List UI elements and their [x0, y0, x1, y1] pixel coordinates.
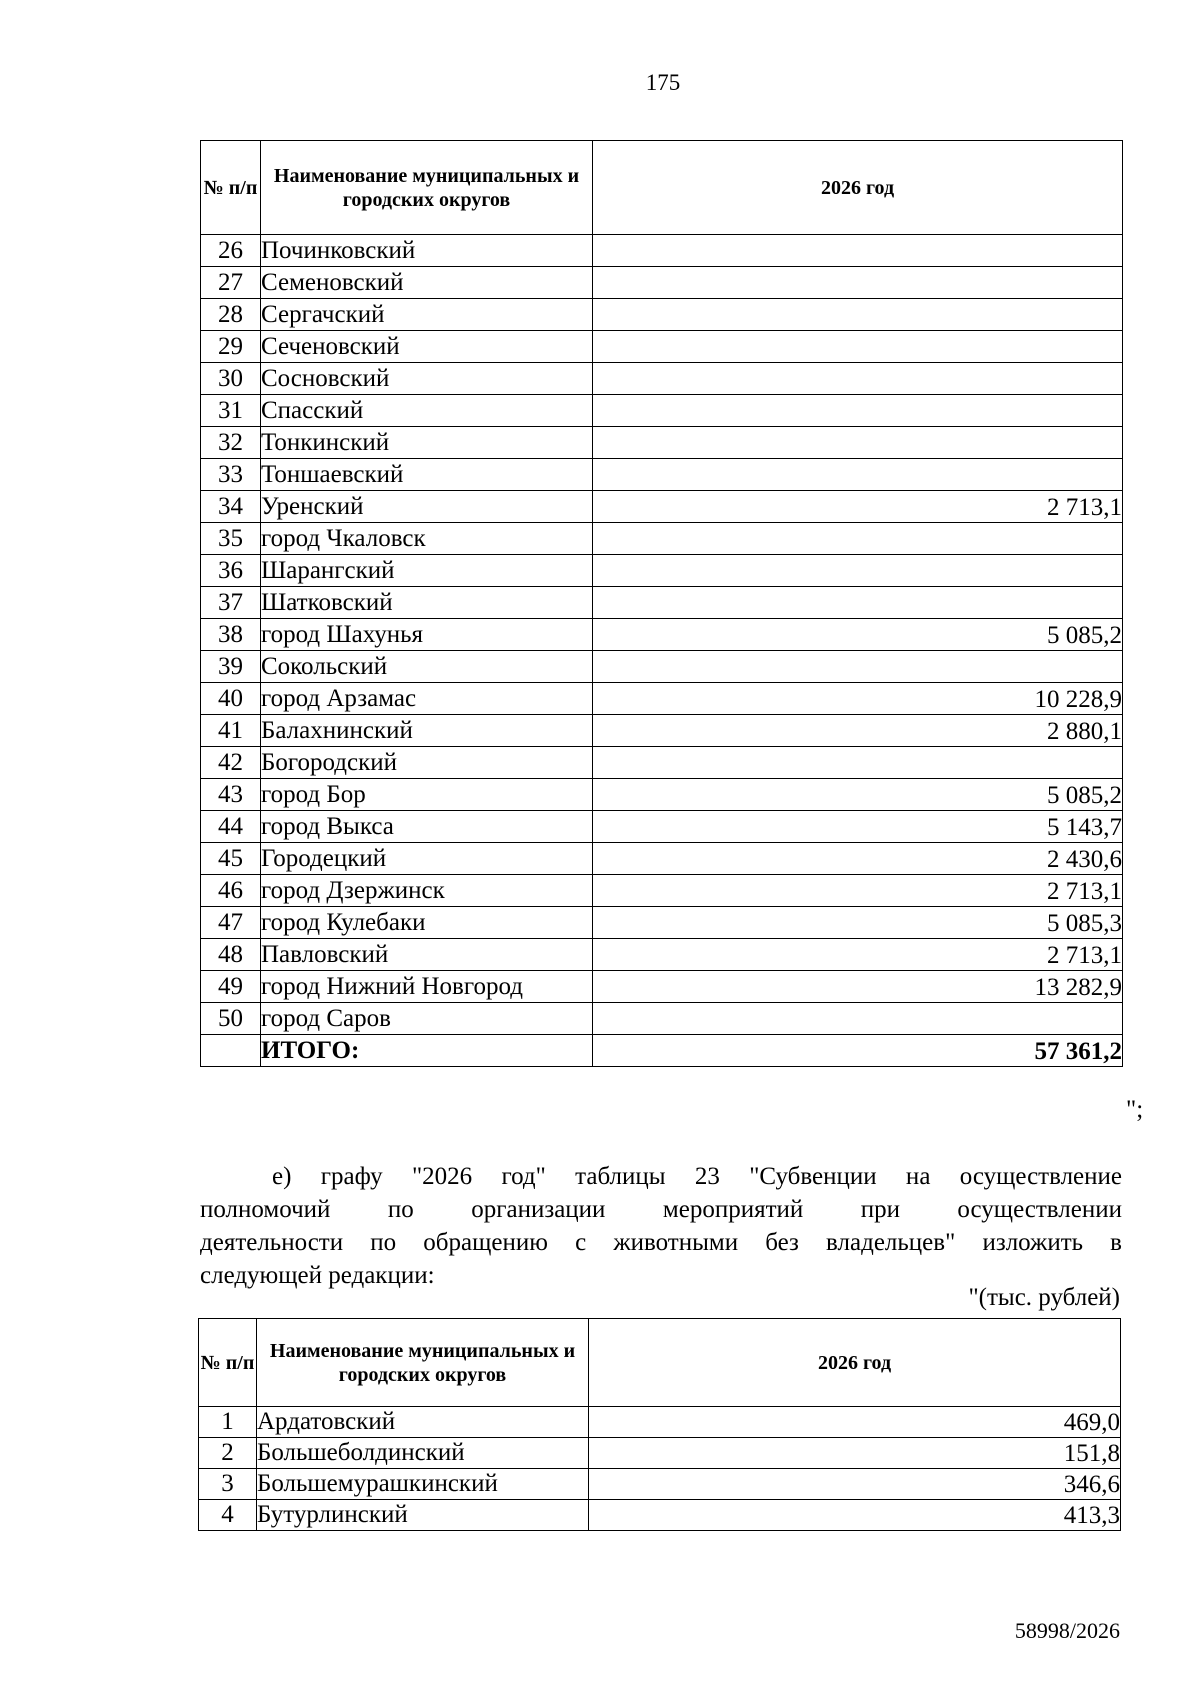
column-header-number: № п/п: [199, 1319, 257, 1407]
district-name: город Выкса: [261, 811, 593, 843]
unit-label: "(тыс. рублей): [968, 1284, 1120, 1311]
table-row: [199, 1438, 1121, 1469]
table-row: [201, 715, 1123, 747]
row-number: 31: [201, 395, 261, 427]
row-number: 30: [201, 363, 261, 395]
amount-cell: 2 880,1: [593, 715, 1123, 747]
table-row: [201, 843, 1123, 875]
table-row: [201, 523, 1123, 555]
district-name: город Бор: [261, 779, 593, 811]
table-row: [201, 971, 1123, 1003]
row-number: 35: [201, 523, 261, 555]
table-row: [201, 459, 1123, 491]
district-name: Бутурлинский: [257, 1500, 589, 1531]
page-number: 175: [645, 70, 681, 95]
row-number: 27: [201, 267, 261, 299]
district-name: Богородский: [261, 747, 593, 779]
amount-cell: [593, 747, 1123, 779]
table-row: [201, 587, 1123, 619]
column-header-name: Наименование муниципальных и городских округов: [257, 1319, 589, 1407]
district-name: город Кулебаки: [261, 907, 593, 939]
paragraph-line: е) графу "2026 год" таблицы 23 "Субвенции на осуществление: [272, 1163, 1122, 1190]
table2-body: [199, 1407, 1121, 1531]
row-number: 42: [201, 747, 261, 779]
paragraph-line: деятельности по обращению с животными без владельцев" изложить в: [200, 1229, 1122, 1256]
district-name: Сокольский: [261, 651, 593, 683]
total-number-cell: [201, 1035, 261, 1067]
district-name: Павловский: [261, 939, 593, 971]
row-number: 38: [201, 619, 261, 651]
table-row: [201, 555, 1123, 587]
table-row: [201, 747, 1123, 779]
row-number: 43: [201, 779, 261, 811]
district-name: город Саров: [261, 1003, 593, 1035]
column-header-name: Наименование муниципальных и городских округов: [261, 141, 593, 235]
table-row: [201, 651, 1123, 683]
table-row: [201, 331, 1123, 363]
row-number: 32: [201, 427, 261, 459]
row-number: 50: [201, 1003, 261, 1035]
amount-cell: 5 085,2: [593, 619, 1123, 651]
table-row: [201, 491, 1123, 523]
row-number: 46: [201, 875, 261, 907]
document-number: 58998/2026: [1014, 1618, 1120, 1643]
amount-cell: 2 713,1: [593, 939, 1123, 971]
amount-cell: 5 085,3: [593, 907, 1123, 939]
table-row: [201, 683, 1123, 715]
row-number: 49: [201, 971, 261, 1003]
amendment-paragraph: [200, 1160, 1122, 1292]
row-number: 37: [201, 587, 261, 619]
amount-cell: 5 143,7: [593, 811, 1123, 843]
total-value: 57 361,2: [593, 1035, 1123, 1067]
row-number: 44: [201, 811, 261, 843]
amount-cell: [593, 651, 1123, 683]
amount-cell: [593, 523, 1123, 555]
amount-cell: [593, 235, 1123, 267]
row-number: 45: [201, 843, 261, 875]
table1-body: [201, 235, 1123, 1067]
table-row: [201, 939, 1123, 971]
table-row: [199, 1407, 1121, 1438]
table-row: [201, 363, 1123, 395]
district-name: Спасский: [261, 395, 593, 427]
row-number: 1: [199, 1407, 257, 1438]
amount-cell: 413,3: [589, 1500, 1121, 1531]
table-row: [201, 267, 1123, 299]
row-number: 34: [201, 491, 261, 523]
column-header-year: 2026 год: [593, 141, 1123, 235]
table-row: [199, 1469, 1121, 1500]
table-row: [201, 235, 1123, 267]
district-name: город Чкаловск: [261, 523, 593, 555]
table-row: [201, 299, 1123, 331]
district-name: Шарангский: [261, 555, 593, 587]
district-name: Городецкий: [261, 843, 593, 875]
district-name: город Дзержинск: [261, 875, 593, 907]
total-label: ИТОГО:: [261, 1035, 593, 1067]
amount-cell: [593, 267, 1123, 299]
row-number: 4: [199, 1500, 257, 1531]
table-row: [201, 619, 1123, 651]
district-name: город Нижний Новгород: [261, 971, 593, 1003]
district-name: Шатковский: [261, 587, 593, 619]
row-number: 33: [201, 459, 261, 491]
amount-cell: [593, 555, 1123, 587]
amount-cell: 10 228,9: [593, 683, 1123, 715]
column-header-year: 2026 год: [589, 1319, 1121, 1407]
district-name: Большемурашкинский: [257, 1469, 589, 1500]
district-name: город Шахунья: [261, 619, 593, 651]
district-name: Ардатовский: [257, 1407, 589, 1438]
district-name: Сосновский: [261, 363, 593, 395]
row-number: 3: [199, 1469, 257, 1500]
district-name: Сергачский: [261, 299, 593, 331]
table-row: [201, 907, 1123, 939]
paragraph-line: следующей редакции:: [200, 1262, 435, 1289]
row-number: 2: [199, 1438, 257, 1469]
closing-quote: ";: [1126, 1096, 1144, 1123]
row-number: 40: [201, 683, 261, 715]
amount-cell: 469,0: [589, 1407, 1121, 1438]
amount-cell: 151,8: [589, 1438, 1121, 1469]
district-name: Починковский: [261, 235, 593, 267]
district-name: Уренский: [261, 491, 593, 523]
amount-cell: [593, 1003, 1123, 1035]
row-number: 39: [201, 651, 261, 683]
table-row: [201, 811, 1123, 843]
amount-cell: [593, 587, 1123, 619]
row-number: 47: [201, 907, 261, 939]
row-number: 28: [201, 299, 261, 331]
amount-cell: 2 713,1: [593, 875, 1123, 907]
amount-cell: 2 713,1: [593, 491, 1123, 523]
district-name: Тонкинский: [261, 427, 593, 459]
amount-cell: [593, 331, 1123, 363]
row-number: 29: [201, 331, 261, 363]
amount-cell: 346,6: [589, 1469, 1121, 1500]
district-name: Балахнинский: [261, 715, 593, 747]
district-name: Семеновский: [261, 267, 593, 299]
amount-cell: [593, 363, 1123, 395]
amount-cell: 2 430,6: [593, 843, 1123, 875]
total-row: [201, 1035, 1123, 1067]
amount-cell: 5 085,2: [593, 779, 1123, 811]
table-row: [201, 395, 1123, 427]
row-number: 36: [201, 555, 261, 587]
table-row: [201, 427, 1123, 459]
amount-cell: [593, 395, 1123, 427]
amount-cell: [593, 459, 1123, 491]
amount-cell: 13 282,9: [593, 971, 1123, 1003]
column-header-number: № п/п: [201, 141, 261, 235]
amount-cell: [593, 299, 1123, 331]
district-name: Большеболдинский: [257, 1438, 589, 1469]
district-name: Сеченовский: [261, 331, 593, 363]
subsidy-table-continuation: [200, 140, 1123, 1067]
subsidy-table-23: [198, 1318, 1121, 1531]
district-name: город Арзамас: [261, 683, 593, 715]
row-number: 41: [201, 715, 261, 747]
paragraph-line: полномочий по организации мероприятий при осуществлении: [200, 1196, 1122, 1223]
table-row: [201, 1003, 1123, 1035]
table-row: [201, 875, 1123, 907]
table-row: [201, 779, 1123, 811]
table-row: [199, 1500, 1121, 1531]
district-name: Тоншаевский: [261, 459, 593, 491]
row-number: 26: [201, 235, 261, 267]
row-number: 48: [201, 939, 261, 971]
amount-cell: [593, 427, 1123, 459]
